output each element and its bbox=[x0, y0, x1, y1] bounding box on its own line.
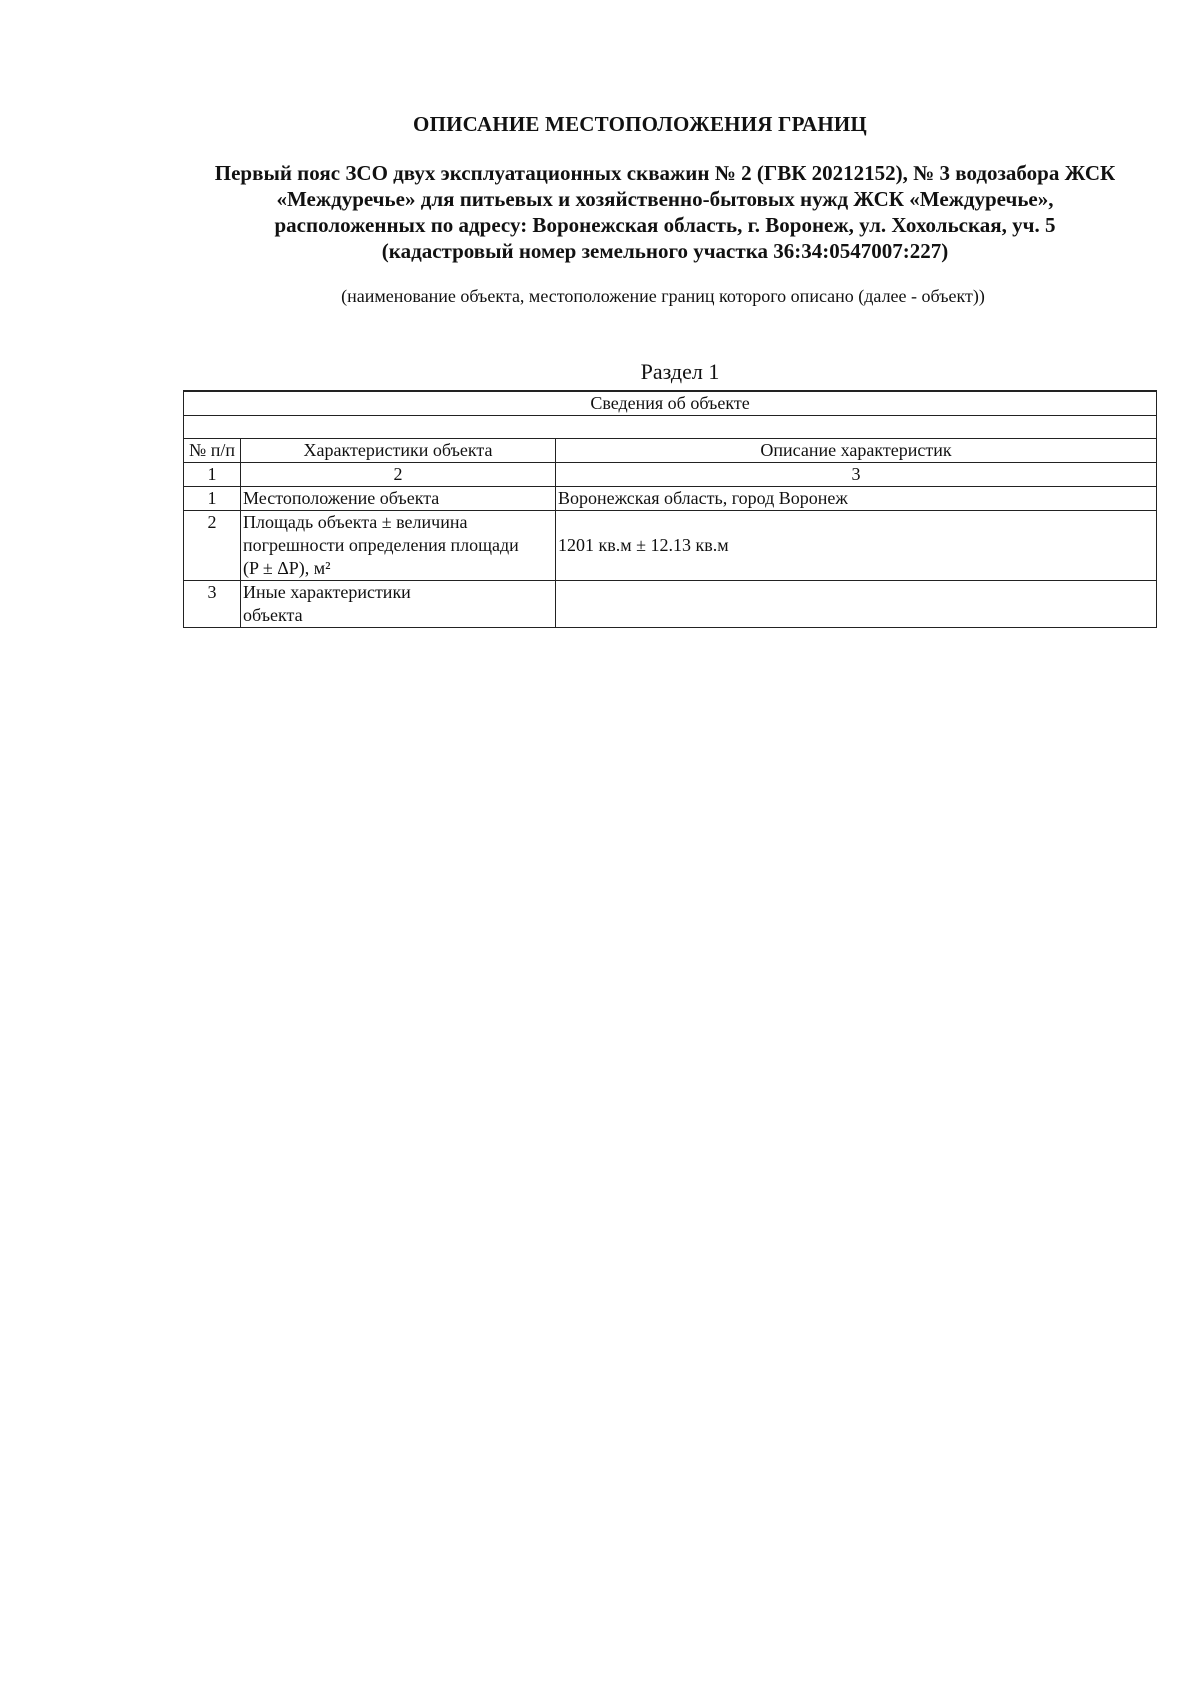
characteristic-line: Иные характеристики bbox=[243, 582, 411, 602]
column-number-row bbox=[184, 463, 1157, 487]
object-name-line: (кадастровый номер земельного участка 36:34:0547007:227) bbox=[381, 239, 949, 263]
object-name bbox=[180, 160, 1150, 264]
object-name-line: Первый пояс ЗСО двух эксплуатационных скважин № 2 (ГВК 20212152), № 3 водозабора ЖСК bbox=[214, 161, 1116, 185]
row-number: 2 bbox=[184, 511, 241, 581]
object-name-line: «Междуречье» для питьевых и хозяйственно-бытовых нужд ЖСК «Междуречье», bbox=[276, 187, 1054, 211]
column-number-2: 2 bbox=[241, 463, 556, 487]
table-header-row bbox=[184, 439, 1157, 463]
header-characteristic: Характеристики объекта bbox=[241, 439, 556, 463]
table-caption-row bbox=[184, 391, 1157, 416]
row-number: 1 bbox=[184, 487, 241, 511]
header-description: Описание характеристик bbox=[556, 439, 1157, 463]
section-title: Раздел 1 bbox=[640, 359, 720, 384]
row-description: 1201 кв.м ± 12.13 кв.м bbox=[556, 511, 1157, 581]
characteristic-line: объекта bbox=[243, 605, 303, 625]
characteristic-line: (P ± ΔP), м² bbox=[243, 558, 331, 578]
row-characteristic bbox=[241, 511, 556, 581]
row-description: Воронежская область, город Воронеж bbox=[556, 487, 1157, 511]
table-row bbox=[184, 581, 1157, 628]
object-caption: (наименование объекта, местоположение границ которого описано (далее - объект)) bbox=[341, 286, 985, 306]
table-row bbox=[184, 487, 1157, 511]
table-spacer-row bbox=[184, 416, 1157, 439]
characteristic-line: Местоположение объекта bbox=[243, 488, 440, 508]
document-title: ОПИСАНИЕ МЕСТОПОЛОЖЕНИЯ ГРАНИЦ bbox=[413, 112, 867, 136]
row-characteristic bbox=[241, 487, 556, 511]
column-number-1: 1 bbox=[184, 463, 241, 487]
column-number-3: 3 bbox=[556, 463, 1157, 487]
table-spacer-cell bbox=[184, 416, 1157, 439]
object-name-line: расположенных по адресу: Воронежская область, г. Воронеж, ул. Хохольская, уч. 5 bbox=[274, 213, 1056, 237]
row-characteristic bbox=[241, 581, 556, 628]
row-description bbox=[556, 581, 1157, 628]
object-info-table bbox=[183, 390, 1157, 628]
header-number: № п/п bbox=[184, 439, 241, 463]
characteristic-line: погрешности определения площади bbox=[243, 535, 519, 555]
table-row bbox=[184, 511, 1157, 581]
characteristic-line: Площадь объекта ± величина bbox=[243, 512, 468, 532]
table-caption: Сведения об объекте bbox=[184, 391, 1157, 416]
row-number: 3 bbox=[184, 581, 241, 628]
